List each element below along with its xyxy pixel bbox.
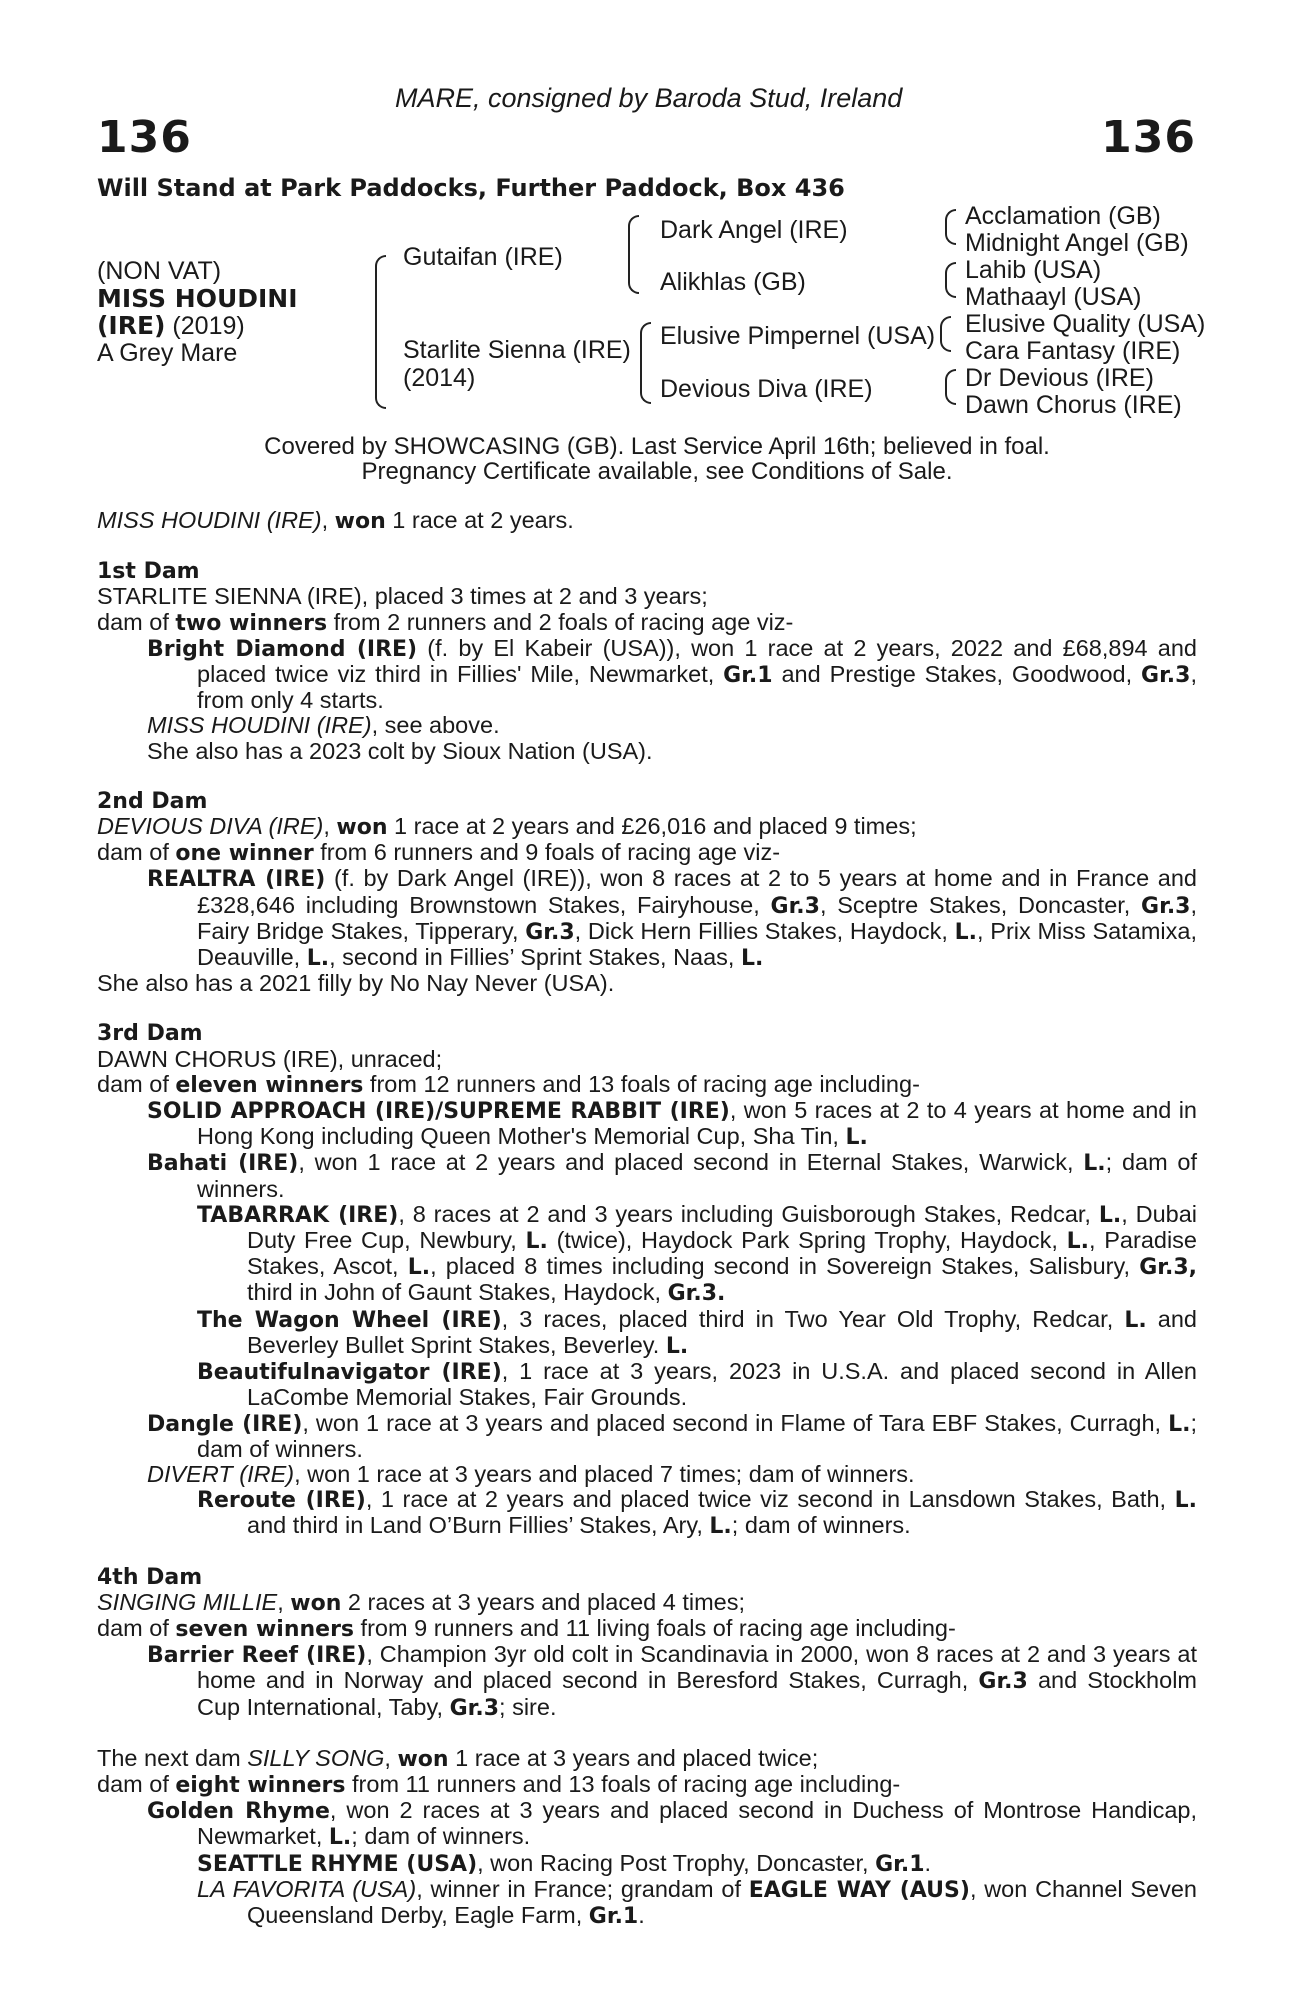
ggp-8: Dawn Chorus (IRE)	[965, 391, 1182, 419]
dam5-progeny-1: Golden Rhyme, won 2 races at 3 years and placed second in Duchess of Montrose Handicap, Newmarket, L.; dam of winners.	[147, 1797, 1197, 1851]
lot-number-right: 136	[1101, 112, 1196, 163]
catalogue-body	[97, 508, 1197, 1929]
dam3-progeny-4: DIVERT (IRE), won 1 race at 3 years and placed 7 times; dam of winners.	[147, 1460, 915, 1487]
grandsire-1: Dark Angel (IRE)	[660, 216, 848, 244]
stand-location: Will Stand at Park Paddocks, Further Paddock, Box 436	[97, 174, 845, 202]
cover-line-1: Covered by SHOWCASING (GB). Last Service April 16th; believed in foal.	[264, 433, 1050, 460]
dam2-heading: 2nd Dam	[97, 788, 208, 814]
dam5-grandprogeny-1: SEATTLE RHYME (USA), won Racing Post Trophy, Doncaster, Gr.1.	[197, 1849, 932, 1877]
dam-year: (2014)	[403, 364, 476, 392]
dam5-line2: dam of eight winners from 11 runners and 13 foals of racing age including-	[97, 1770, 901, 1798]
dam3-line1: DAWN CHORUS (IRE), unraced;	[97, 1045, 443, 1072]
ggp-6: Cara Fantasy (IRE)	[965, 337, 1181, 365]
dam1-progeny-2: MISS HOUDINI (IRE), see above.	[147, 712, 500, 739]
ggp-4: Mathaayl (USA)	[965, 283, 1142, 311]
ggp-3: Lahib (USA)	[965, 256, 1102, 284]
dam3-grandprogeny-3: Beautifulnavigator (IRE), 1 race at 3 years, 2023 in U.S.A. and placed second in Allen LaCombe Memorial Stakes, Fair Grounds.	[197, 1358, 1197, 1411]
pedigree-bracket-gg1	[945, 209, 956, 245]
dam1-heading: 1st Dam	[97, 559, 200, 585]
dam1-progeny-1: Bright Diamond (IRE) (f. by El Kabeir (USA)), won 1 race at 2 years, 2022 and £68,894 and placed twice viz third in Fillies' Mile, Newmarket, Gr.1 and Prestige Stakes, Goodwood, Gr.3, from only 4 starts.	[147, 634, 1197, 714]
sire: Gutaifan (IRE)	[403, 243, 563, 271]
pedigree-bracket-main	[375, 255, 386, 409]
pedigree-bracket-sire	[628, 215, 639, 294]
pedigree-bracket-gg4	[945, 369, 956, 405]
intro-line: MISS HOUDINI (IRE), won 1 race at 2 years.	[97, 507, 574, 534]
dam3-progeny-1: SOLID APPROACH (IRE)/SUPREME RABBIT (IRE), won 5 races at 2 to 4 years at home and in Hong Kong including Queen Mother's Memorial Cup, Sha Tin, L.	[147, 1097, 1197, 1151]
dam1-line2: dam of two winners from 2 runners and 2 foals of racing age viz-	[97, 608, 794, 636]
dam3-grandprogeny-4: Reroute (IRE), 1 race at 2 years and placed twice viz second in Lansdown Stakes, Bath, L. and third in Land O’Burn Fillies’ Stakes, Ary, L.; dam of winners.	[197, 1486, 1197, 1540]
granddam-2: Devious Diva (IRE)	[660, 375, 873, 403]
ggp-5: Elusive Quality (USA)	[965, 310, 1206, 338]
dam4-progeny-1: Barrier Reef (IRE), Champion 3yr old colt in Scandinavia in 2000, won 8 races at 2 and 3 years at home and in Norway and placed second in Beresford Stakes, Curragh, Gr.3 and Stockholm Cup International, Taby, Gr.3; sire.	[147, 1641, 1197, 1721]
granddam-1: Alikhlas (GB)	[660, 268, 806, 296]
dam2-line1: DEVIOUS DIVA (IRE), won 1 race at 2 years and £26,016 and placed 9 times;	[97, 813, 917, 841]
horse-origin-year	[97, 312, 298, 340]
ggp-2: Midnight Angel (GB)	[965, 229, 1189, 257]
pedigree-bracket-dam	[640, 322, 651, 404]
pedigree-bracket-gg3	[940, 316, 951, 352]
dam5-grandprogeny-2: LA FAVORITA (USA), winner in France; grandam of EAGLE WAY (AUS), won Channel Seven Queensland Derby, Eagle Farm, Gr.1.	[197, 1875, 1197, 1929]
horse-description: A Grey Mare	[97, 339, 238, 367]
dam3-grandprogeny-1: TABARRAK (IRE), 8 races at 2 and 3 years including Guisborough Stakes, Redcar, L., Dubai Duty Free Cup, Newbury, L. (twice), Haydock Park Spring Trophy, Haydock, L., Paradise Stakes, Ascot, L., placed 8 times including second in Sovereign Stakes, Salisbury, Gr.3, third in John of Gaunt Stakes, Haydock, Gr.3.	[197, 1200, 1198, 1307]
horse-name: MISS HOUDINI	[97, 284, 298, 313]
dam3-progeny-3: Dangle (IRE), won 1 race at 3 years and placed second in Flame of Tara EBF Stakes, Curragh, L.; dam of winners.	[147, 1409, 1197, 1462]
grandsire-2: Elusive Pimpernel (USA)	[660, 322, 936, 350]
consignment-line: MARE, consigned by Baroda Stud, Ireland	[395, 83, 903, 113]
dam2-line2: dam of one winner from 6 runners and 9 foals of racing age viz-	[97, 839, 781, 867]
dam4-heading: 4th Dam	[97, 1564, 203, 1590]
dam3-grandprogeny-2: The Wagon Wheel (IRE), 3 races, placed third in Two Year Old Trophy, Redcar, L. and Beverley Bullet Sprint Stakes, Beverley. L.	[197, 1305, 1197, 1359]
horse-identity	[97, 258, 298, 367]
horse-year: (2019)	[165, 312, 245, 340]
dam1-line1: STARLITE SIENNA (IRE), placed 3 times at 2 and 3 years;	[97, 583, 708, 610]
dam1-note: She also has a 2023 colt by Sioux Nation (USA).	[147, 737, 653, 764]
lot-number-left: 136	[97, 112, 192, 163]
dam3-progeny-2: Bahati (IRE), won 1 race at 2 years and placed second in Eternal Stakes, Warwick, L.; dam of winners.	[147, 1149, 1198, 1202]
dam: Starlite Sienna (IRE)	[403, 336, 631, 364]
dam4-line1: SINGING MILLIE, won 2 races at 3 years and placed 4 times;	[97, 1588, 746, 1616]
dam3-line2: dam of eleven winners from 12 runners and 13 foals of racing age including-	[97, 1070, 920, 1098]
dam5-line1: The next dam SILLY SONG, won 1 race at 3 years and placed twice;	[97, 1744, 819, 1772]
dam2-progeny-1: REALTRA (IRE) (f. by Dark Angel (IRE)), won 8 races at 2 to 5 years at home and in France and £328,646 including Brownstown Stakes, Fairyhouse, Gr.3, Sceptre Stakes, Doncaster, Gr.3, Fairy Bridge Stakes, Tipperary, Gr.3, Dick Hern Fillies Stakes, Haydock, L., Prix Miss Satamixa, Deauville, L., second in Fillies’ Sprint Stakes, Naas, L.	[147, 865, 1198, 972]
pedigree-bracket-gg2	[945, 262, 956, 298]
ggp-1: Acclamation (GB)	[965, 202, 1161, 230]
dam3-heading: 3rd Dam	[97, 1021, 203, 1047]
vat-status: (NON VAT)	[97, 257, 222, 285]
ggp-7: Dr Devious (IRE)	[965, 364, 1154, 392]
cover-line-2: Pregnancy Certificate available, see Conditions of Sale.	[361, 458, 953, 485]
dam4-line2: dam of seven winners from 9 runners and 11 living foals of racing age including-	[97, 1614, 956, 1642]
dam2-note: She also has a 2021 filly by No Nay Never (USA).	[97, 970, 615, 997]
horse-origin: (IRE)	[97, 311, 166, 340]
